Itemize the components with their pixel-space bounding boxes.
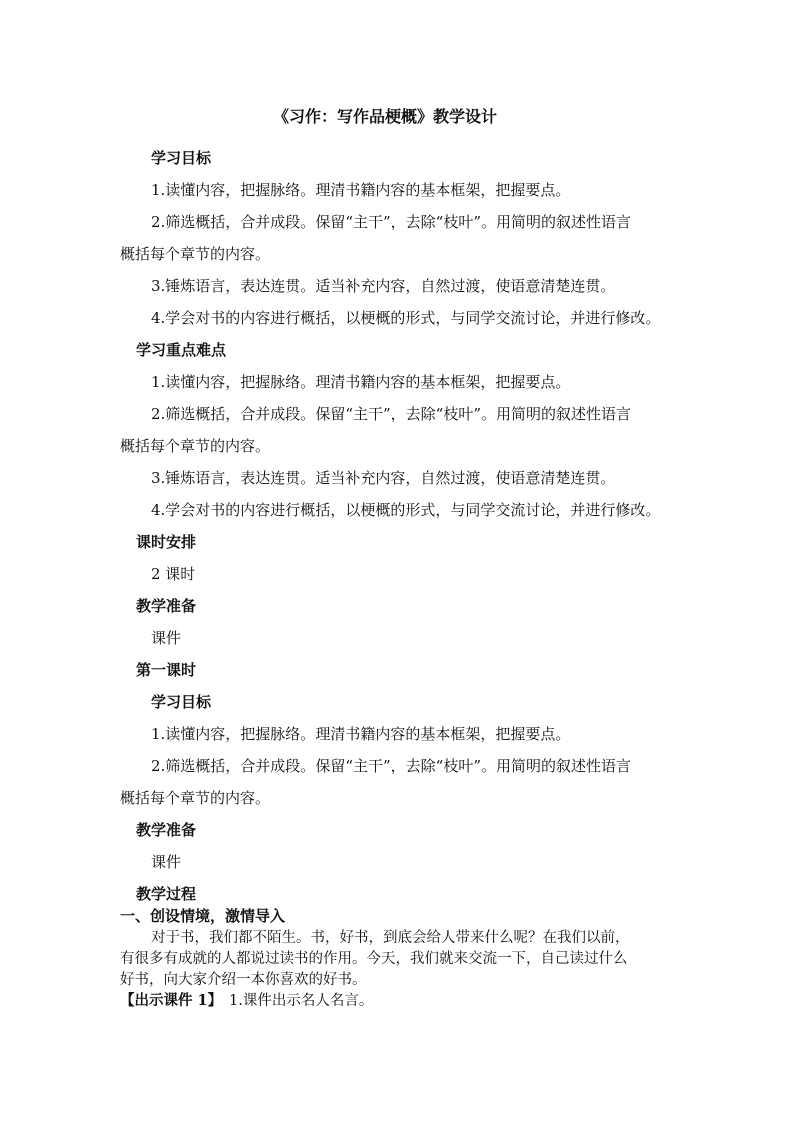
section-heading: 教学过程 bbox=[136, 885, 197, 903]
paragraph-line: 概括每个章节的内容。 bbox=[120, 437, 271, 455]
paragraph-line: 概括每个章节的内容。 bbox=[120, 789, 271, 807]
paragraph-line: 4.学会对书的内容进行概括，以梗概的形式，与同学交流讨论，并进行修改。 bbox=[151, 309, 661, 327]
paragraph-line: 概括每个章节的内容。 bbox=[120, 245, 271, 263]
section-heading: 学习重点难点 bbox=[136, 341, 227, 359]
paragraph-line: 4.学会对书的内容进行概括，以梗概的形式，与同学交流讨论，并进行修改。 bbox=[151, 501, 661, 519]
section-heading: 课时安排 bbox=[136, 533, 197, 551]
paragraph-line: 2.筛选概括，合并成段。保留“主干”，去除“枝叶”。用简明的叙述性语言 bbox=[151, 757, 631, 775]
paragraph-line: 1.读懂内容，把握脉络。理清书籍内容的基本框架，把握要点。 bbox=[151, 181, 571, 199]
section-heading: 学习目标 bbox=[151, 693, 212, 711]
section-heading: 第一课时 bbox=[136, 661, 197, 679]
paragraph-line: 2.筛选概括，合并成段。保留“主干”，去除“枝叶”。用简明的叙述性语言 bbox=[151, 405, 631, 423]
paragraph-line: 1.读懂内容，把握脉络。理清书籍内容的基本框架，把握要点。 bbox=[151, 725, 571, 743]
paragraph-line: 有很多有成就的人都说过读书的作用。今天，我们就来交流一下，自己读过什么 bbox=[120, 951, 628, 967]
paragraph-line: 1.读懂内容，把握脉络。理清书籍内容的基本框架，把握要点。 bbox=[151, 373, 571, 391]
section-heading: 学习目标 bbox=[151, 149, 212, 167]
paragraph-line: 2 课时 bbox=[151, 565, 196, 583]
section-heading: 教学准备 bbox=[136, 821, 197, 839]
section-heading: 一、创设情境，激情导入 bbox=[120, 907, 286, 925]
document-title: 《习作：写作品梗概》教学设计 bbox=[273, 107, 498, 126]
paragraph-line: 1.课件出示名人名言。 bbox=[229, 993, 374, 1009]
paragraph-line: 3.锤炼语言，表达连贯。适当补充内容，自然过渡，使语意清楚连贯。 bbox=[151, 277, 616, 295]
paragraph-line: 3.锤炼语言，表达连贯。适当补充内容，自然过渡，使语意清楚连贯。 bbox=[151, 469, 616, 487]
paragraph-line: 好书，向大家介绍一本你喜欢的好书。 bbox=[120, 972, 367, 988]
paragraph-line: 课件 bbox=[151, 629, 182, 647]
section-heading: 教学准备 bbox=[136, 597, 197, 615]
courseware-label: 【出示课件 1】 bbox=[120, 992, 223, 1009]
paragraph-line: 课件 bbox=[151, 853, 182, 871]
paragraph-line: 对于书，我们都不陌生。书，好书，到底会给人带来什么呢？在我们以前， bbox=[151, 930, 630, 946]
paragraph-line: 2.筛选概括，合并成段。保留“主干”，去除“枝叶”。用简明的叙述性语言 bbox=[151, 213, 631, 231]
